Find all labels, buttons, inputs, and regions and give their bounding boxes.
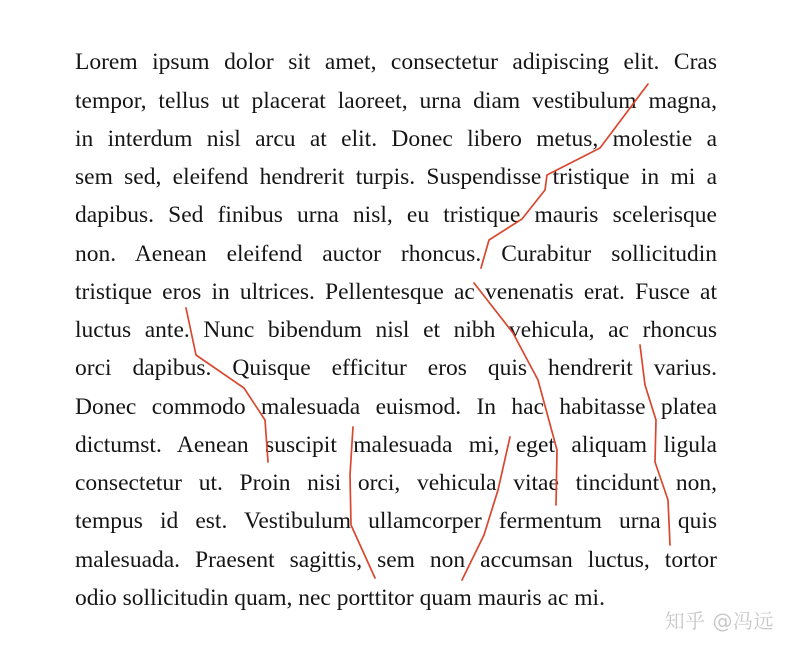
paragraph-line-8: luctus ante. Nunc bibendum nisl et nibh vehicula, ac rhoncus (75, 317, 717, 343)
paragraph-line-5: dapibus. Sed finibus urna nisl, eu tristique mauris scelerisque (75, 202, 717, 228)
paragraph-line-7: tristique eros in ultrices. Pellentesque ac venenatis erat. Fusce at (75, 279, 717, 305)
paragraph-line-12: consectetur ut. Proin nisi orci, vehicula vitae tincidunt non, (75, 470, 717, 496)
paragraph-line-13: tempus id est. Vestibulum ullamcorper fermentum urna quis (75, 508, 717, 534)
paragraph-line-14: malesuada. Praesent sagittis, sem non accumsan luctus, tortor (75, 547, 717, 573)
paragraph-line-9: orci dapibus. Quisque efficitur eros quis hendrerit varius. (75, 355, 717, 381)
paragraph-line-15: odio sollicitudin quam, nec porttitor quam mauris ac mi. (75, 585, 605, 611)
zhihu-watermark: 知乎 @冯远 (664, 609, 774, 633)
paragraph-line-6: non. Aenean eleifend auctor rhoncus. Curabitur sollicitudin (75, 241, 717, 267)
paragraph-line-2: tempor, tellus ut placerat laoreet, urna diam vestibulum magna, (75, 88, 717, 114)
paragraph-line-10: Donec commodo malesuada euismod. In hac habitasse platea (75, 394, 717, 420)
paragraph-line-4: sem sed, eleifend hendrerit turpis. Suspendisse tristique in mi a (75, 164, 717, 190)
paragraph-line-11: dictumst. Aenean suscipit malesuada mi, eget aliquam ligula (75, 432, 717, 458)
paragraph-line-3: in interdum nisl arcu at elit. Donec libero metus, molestie a (75, 126, 717, 152)
paragraph-line-1: Lorem ipsum dolor sit amet, consectetur adipiscing elit. Cras (75, 49, 717, 75)
